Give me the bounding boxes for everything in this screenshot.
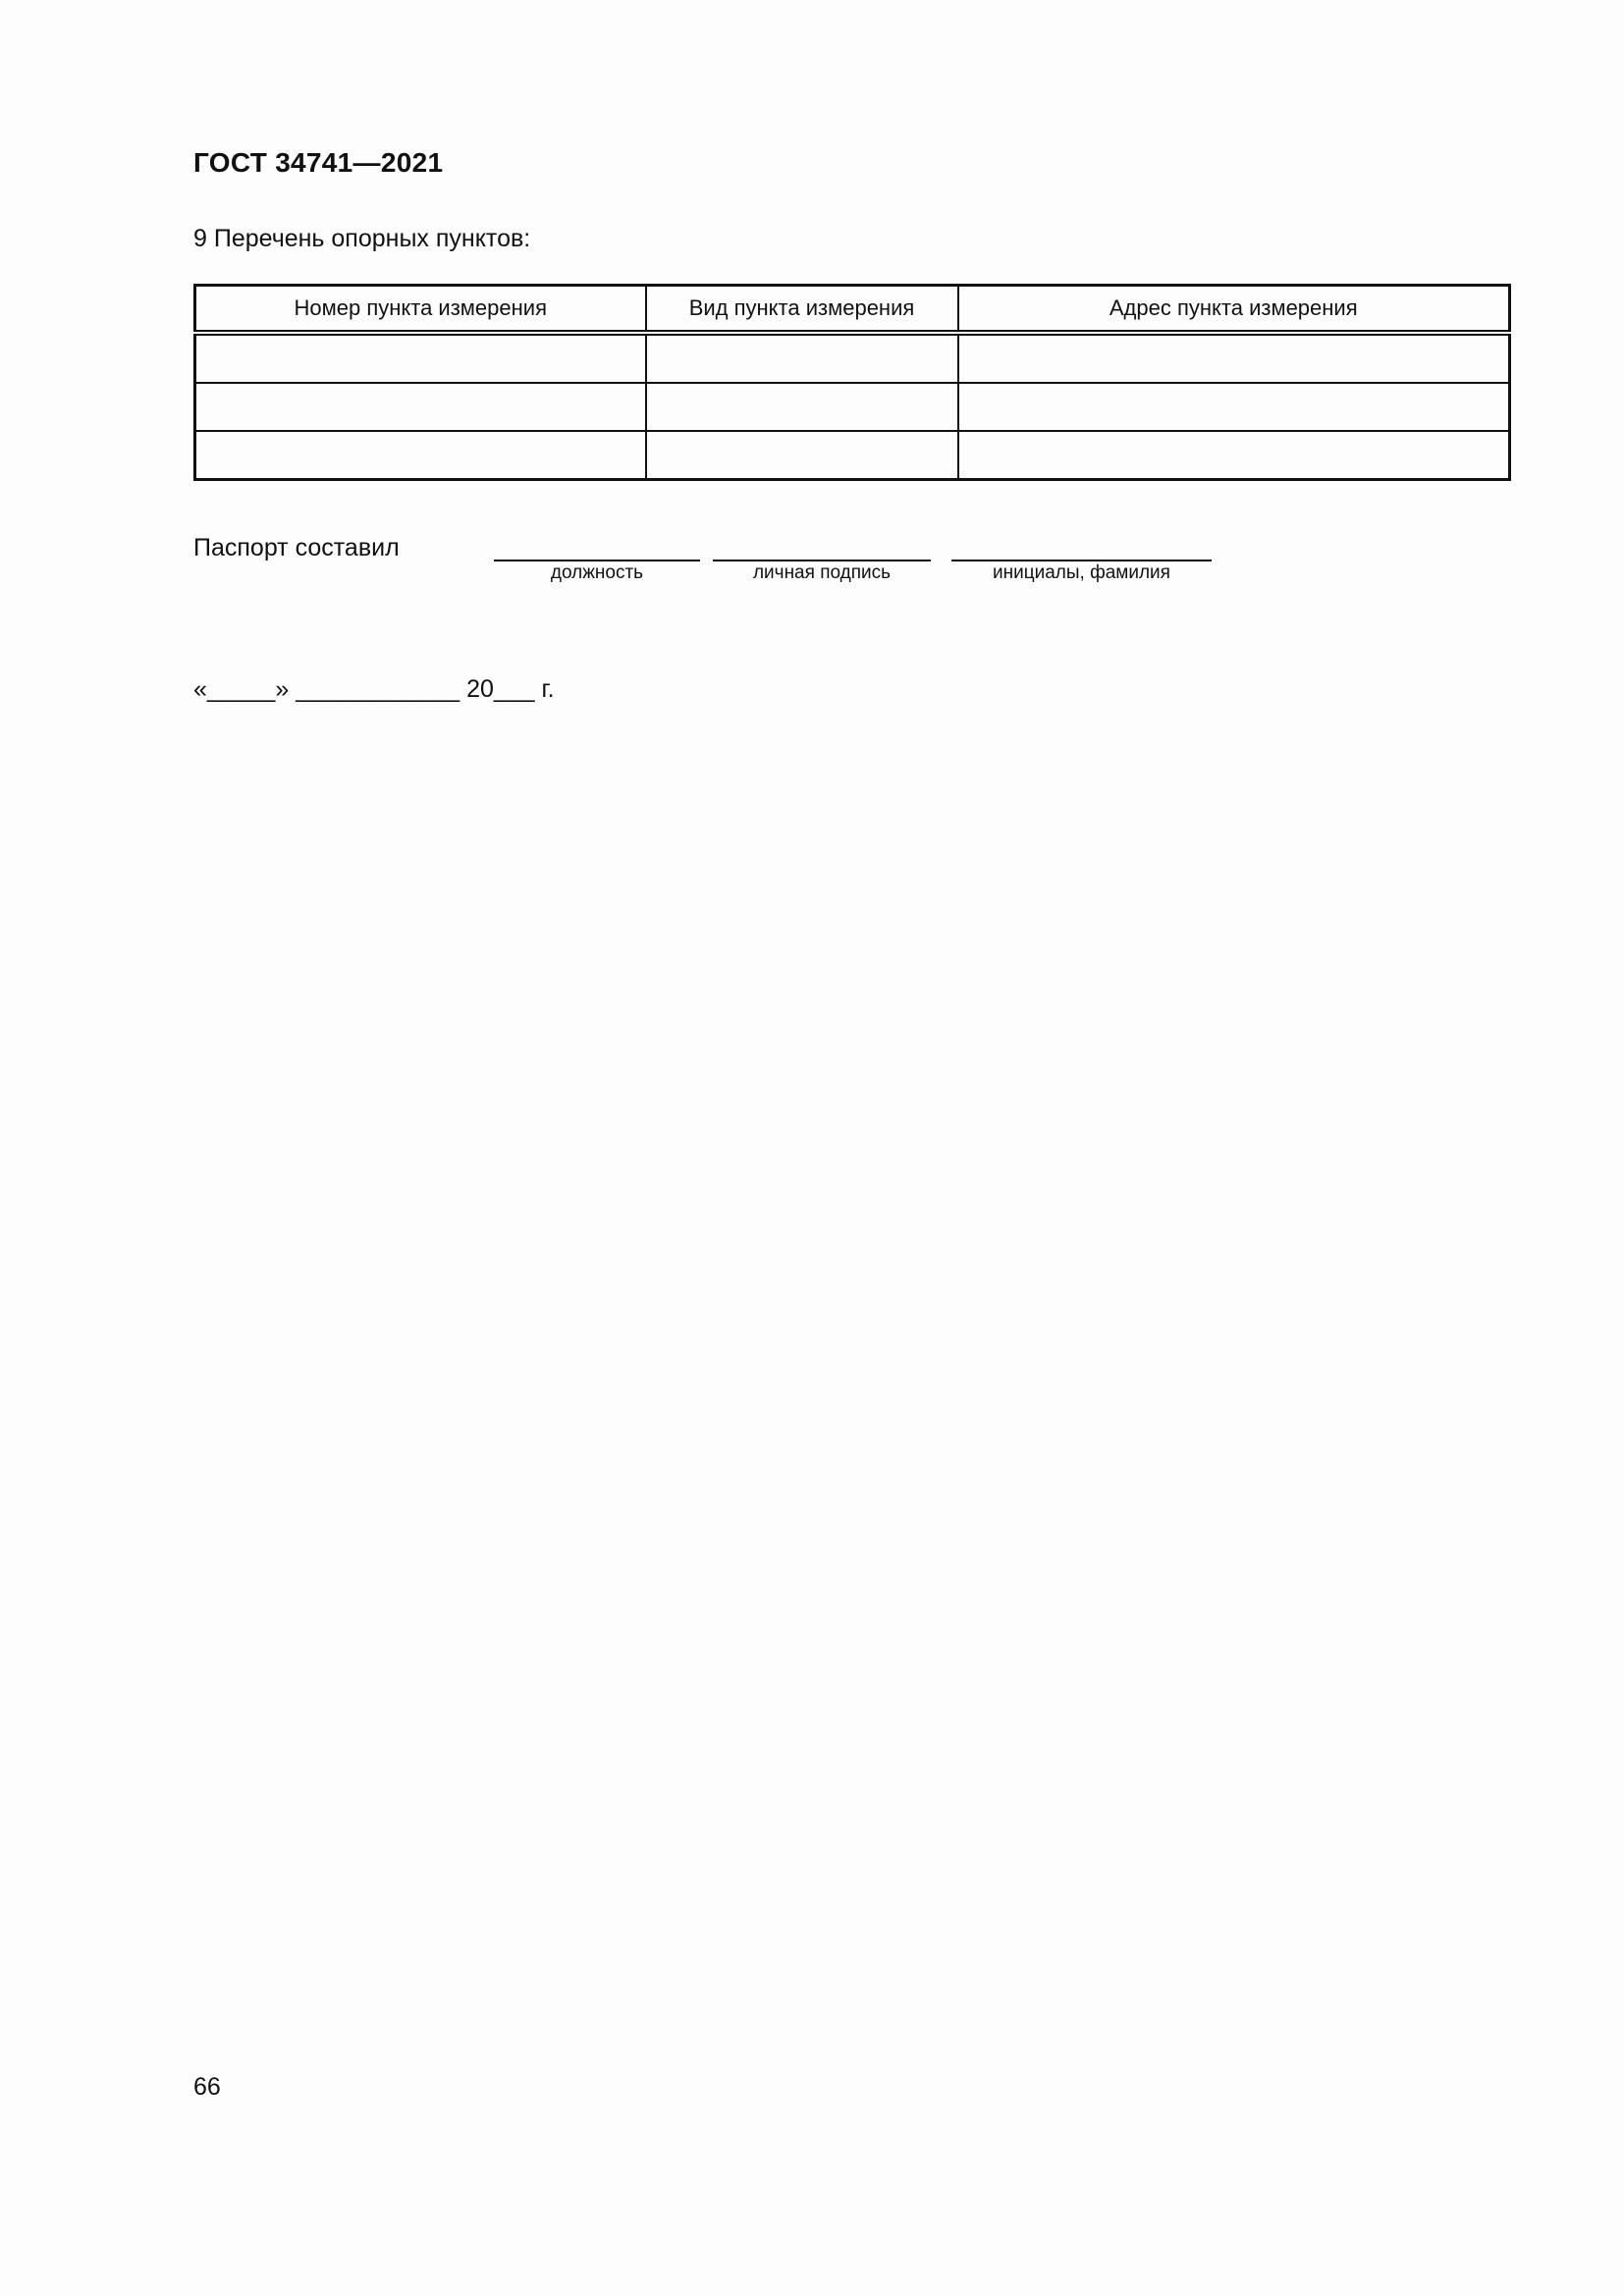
column-header-address: Адрес пункта измерения bbox=[958, 286, 1510, 334]
table-cell bbox=[195, 431, 646, 480]
section-heading: 9 Перечень опорных пунктов: bbox=[193, 225, 531, 252]
table-cell bbox=[958, 431, 1510, 480]
table-cell bbox=[646, 333, 958, 383]
passport-compiled-label: Паспорт составил bbox=[193, 534, 400, 561]
table-cell bbox=[195, 383, 646, 431]
table-cell bbox=[958, 333, 1510, 383]
table-cell bbox=[646, 383, 958, 431]
table-cell bbox=[646, 431, 958, 480]
signature-line-position bbox=[494, 560, 700, 561]
signature-line-personal bbox=[713, 560, 931, 561]
signature-caption-name: инициалы, фамилия bbox=[993, 562, 1170, 583]
signature-line-name bbox=[951, 560, 1212, 561]
column-header-number: Номер пункта измерения bbox=[195, 286, 646, 334]
table-row bbox=[195, 333, 1510, 383]
column-header-type: Вид пункта измерения bbox=[646, 286, 958, 334]
table-cell bbox=[958, 383, 1510, 431]
page-number: 66 bbox=[193, 2073, 221, 2101]
signature-caption-position: должность bbox=[550, 562, 644, 583]
table-row bbox=[195, 383, 1510, 431]
table-header-row bbox=[195, 286, 1510, 334]
table-cell bbox=[195, 333, 646, 383]
page-header-code: ГОСТ 34741—2021 bbox=[193, 147, 444, 178]
signature-caption-personal: личная подпись bbox=[752, 562, 892, 583]
table-row bbox=[195, 431, 1510, 480]
reference-points-table bbox=[193, 284, 1511, 481]
date-line: «_____» ____________ 20___ г. bbox=[193, 675, 555, 703]
